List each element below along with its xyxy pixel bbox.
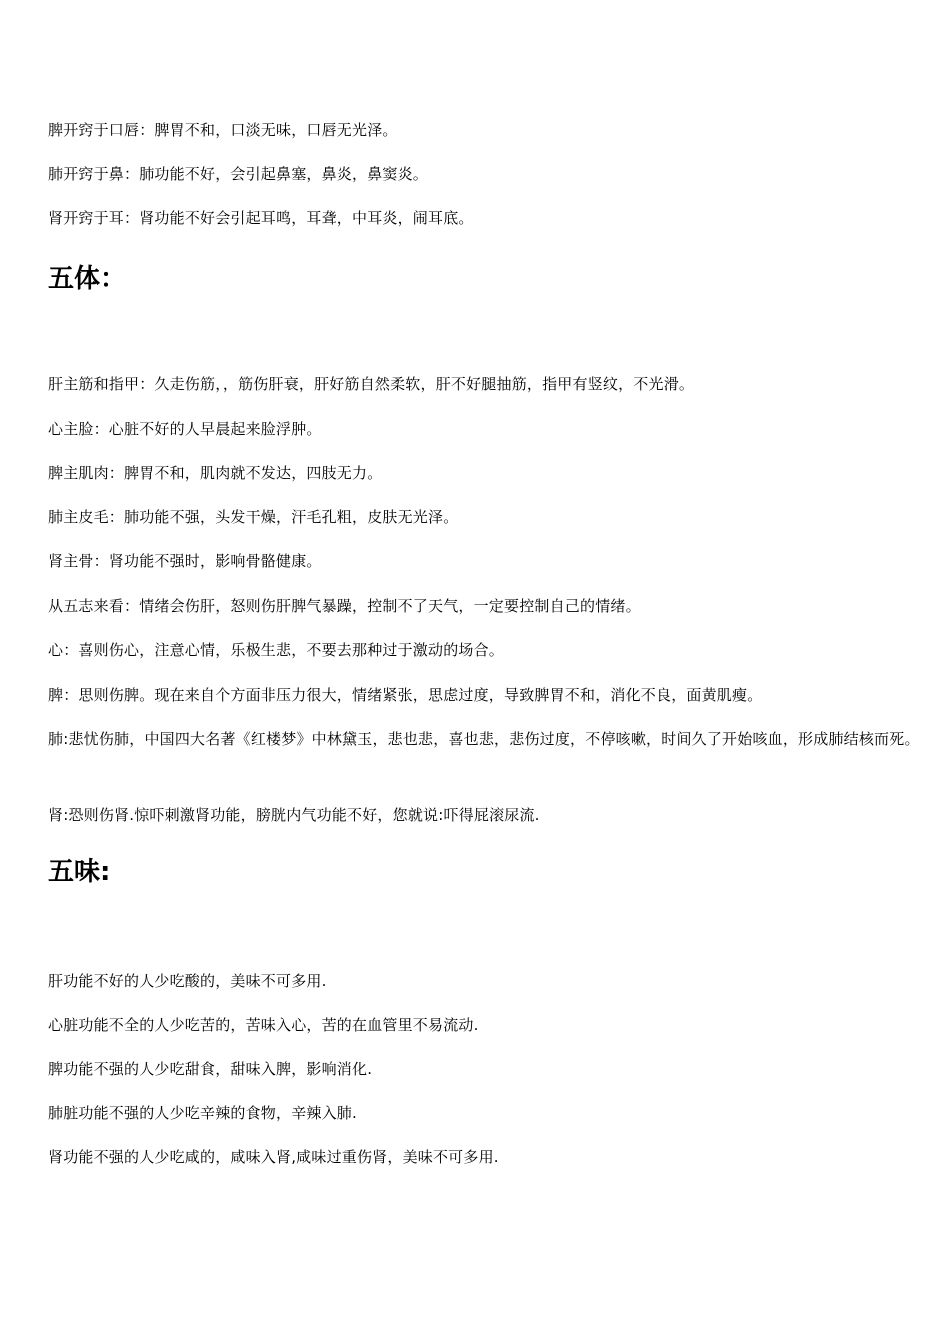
heading-five-body: 五体： <box>48 264 127 294</box>
text-line-heart-bitter: 心脏功能不全的人少吃苦的，苦味入心，苦的在血管里不易流动. <box>48 1016 479 1034</box>
text-line-lung-skin: 肺主皮毛：肺功能不强，头发干燥，汗毛孔粗，皮肤无光泽。 <box>48 508 459 526</box>
text-line-lung-nose: 肺开窍于鼻：肺功能不好，会引起鼻塞，鼻炎，鼻窦炎。 <box>48 165 429 183</box>
text-line-spleen-lips: 脾开窍于口唇：脾胃不和，口淡无味，口唇无光泽。 <box>48 121 398 139</box>
text-line-liver-tendon: 肝主筋和指甲：久走伤筋，，筋伤肝衰，肝好筋自然柔软，肝不好腿抽筋，指甲有竖纹，不光滑。 <box>48 375 695 393</box>
text-line-spleen-thought: 脾：思则伤脾。现在来自个方面非压力很大，情绪紧张，思虑过度，导致脾胃不和，消化不良，面黄肌瘦。 <box>48 686 763 704</box>
text-line-liver-sour: 肝功能不好的人少吃酸的，美味不可多用. <box>48 972 327 990</box>
text-line-spleen-muscle: 脾主肌肉：脾胃不和，肌肉就不发达，四肢无力。 <box>48 464 383 482</box>
text-line-five-emotions: 从五志来看：情绪会伤肝，怒则伤肝脾气暴躁，控制不了天气，一定要控制自己的情绪。 <box>48 597 641 615</box>
text-line-kidney-bone: 肾主骨：肾功能不强时，影响骨骼健康。 <box>48 552 322 570</box>
text-line-heart-joy: 心：喜则伤心，注意心情，乐极生悲，不要去那种过于激动的场合。 <box>48 641 505 659</box>
text-line-kidney-ear: 肾开窍于耳：肾功能不好会引起耳鸣，耳聋，中耳炎，闹耳底。 <box>48 209 474 227</box>
text-line-lung-grief: 肺:悲忧伤肺，中国四大名著《红楼梦》中林黛玉，悲也悲，喜也悲，悲伤过度，不停咳嗽，时间久了开始咳血，形成肺结核而死。 <box>48 730 920 748</box>
text-line-spleen-sweet: 脾功能不强的人少吃甜食，甜味入脾，影响消化. <box>48 1060 373 1078</box>
heading-five-tastes: 五味: <box>48 857 111 887</box>
text-line-kidney-salty: 肾功能不强的人少吃咸的，咸味入肾,咸味过重伤肾，美味不可多用. <box>48 1148 499 1166</box>
text-line-heart-face: 心主脸：心脏不好的人早晨起来脸浮肿。 <box>48 420 322 438</box>
text-line-kidney-fear: 肾:恐则伤肾.惊吓刺激肾功能，膀胱内气功能不好，您就说:吓得屁滚尿流. <box>48 806 540 824</box>
text-line-lung-spicy: 肺脏功能不强的人少吃辛辣的食物，辛辣入肺. <box>48 1104 357 1122</box>
